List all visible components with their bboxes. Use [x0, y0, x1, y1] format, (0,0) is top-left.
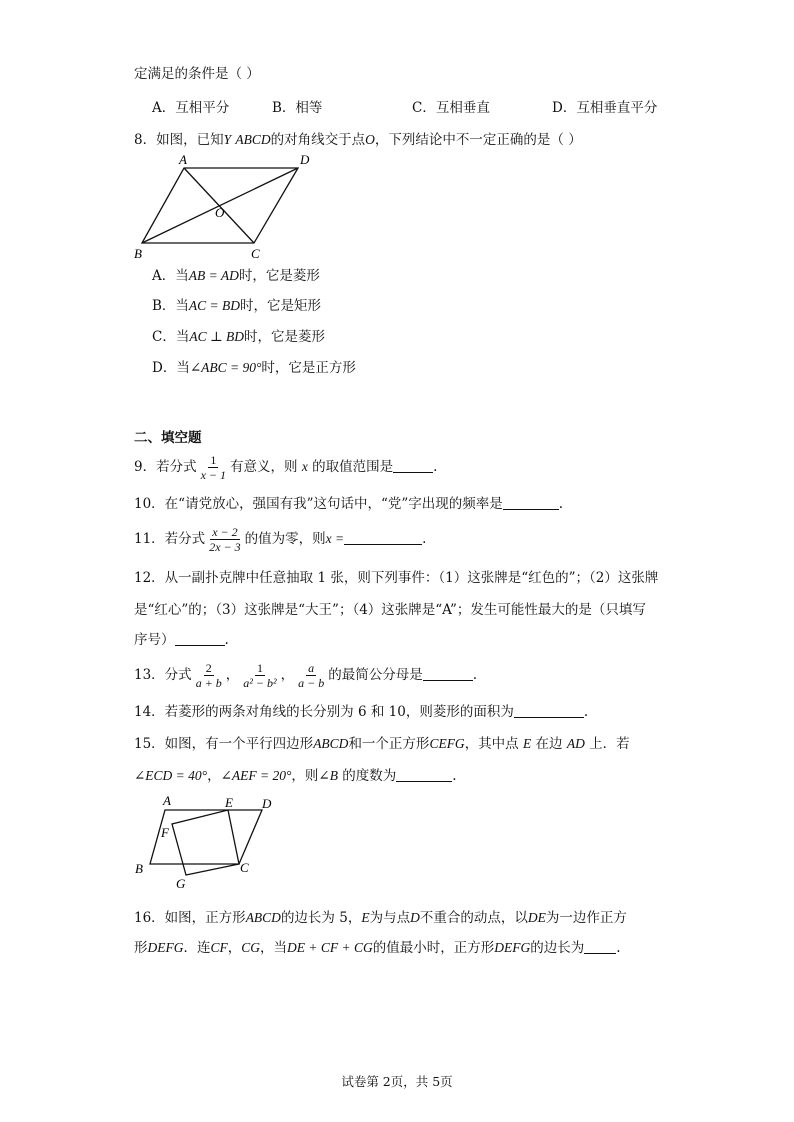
q13-fraction-2 — [241, 661, 278, 690]
q16-line1 — [134, 908, 627, 928]
q15-l1g: 在边 — [535, 736, 563, 752]
q8-option-a-post: 时，它是菱形 — [238, 268, 320, 284]
q8-option-c-pre: C．当 — [152, 329, 190, 345]
q15-l1a: 15．如图，有一个平行四边形 — [134, 736, 314, 752]
q16-l2i: 的值最小时，正方形 — [372, 940, 495, 956]
q16-l2a: 形 — [134, 940, 148, 956]
q15-l2e: ∠B — [318, 768, 338, 783]
q9-numerator: 1 — [210, 453, 217, 467]
q15-label-g: G — [176, 876, 186, 891]
section-title-fill-in: 二、填空题 — [134, 430, 202, 446]
q15-label-e: E — [225, 795, 233, 810]
q8-label-o: O — [215, 205, 225, 220]
q16-l1h: DE — [527, 910, 546, 925]
q11-answer-blank[interactable] — [344, 530, 422, 545]
q13-f3-den: a − b — [298, 676, 325, 690]
q9-var: x — [301, 459, 308, 474]
q11-fraction — [207, 525, 242, 554]
q15-figure — [128, 790, 278, 896]
q15-l2f: 的度数为 — [342, 768, 397, 784]
q8-parallelogram-figure — [130, 150, 320, 262]
q15-l2b: ， — [207, 768, 221, 784]
q9-answer-blank[interactable] — [393, 458, 433, 473]
q9-mid: 有意义，则 — [230, 459, 298, 475]
q15-answer-blank[interactable] — [396, 767, 452, 782]
q15-l1c: 和一个正方形 — [348, 736, 430, 752]
q12-line2: 是“红心”的；（3）这张牌是“大王”；（4）这张牌是“A”；发生可能性最大的是（只填写 — [134, 602, 646, 618]
q15-line1 — [134, 734, 630, 754]
q8-option-d — [152, 358, 356, 378]
q16-l2k: 的边长为 — [530, 940, 585, 956]
q15-line2 — [134, 766, 457, 786]
q16-l2g: ，当 — [260, 940, 288, 956]
q12-line1: 12．从一副扑克牌中任意抽取 1 张，则下列事件：（1）这张牌是“红色的”；（2）这张牌 — [134, 570, 659, 586]
q12-end: . — [224, 632, 229, 648]
q13-f1-den: a + b — [195, 676, 222, 690]
q15-label-a: A — [163, 793, 171, 808]
q8-option-d-post: 时，它是正方形 — [261, 360, 356, 376]
q13-sep-1: ， — [225, 667, 240, 683]
q13-f2-den: a² − b² — [243, 676, 277, 690]
q8-label-d: D — [300, 152, 310, 167]
q11-end: . — [422, 531, 427, 547]
q15-l2d: ，则 — [291, 768, 319, 784]
q16-l1e: 为与点 — [369, 910, 411, 926]
q11-denominator: 2x − 3 — [209, 540, 241, 554]
q15-label-c: C — [240, 860, 249, 875]
q8-option-c-post: 时，它是菱形 — [244, 329, 326, 345]
q8-label-c: C — [251, 246, 260, 261]
q15-l1f: E — [522, 736, 532, 751]
q11 — [134, 524, 426, 554]
q8-option-a-pre: A．当 — [152, 268, 189, 284]
q15-label-d: D — [262, 796, 272, 811]
q13-end: . — [472, 667, 477, 683]
q12-line3 — [134, 630, 229, 650]
q7-tail: 定满足的条件是（ ） — [134, 66, 260, 82]
q8-stem-b: ABCD — [235, 132, 271, 147]
q11-pre: 11．若分式 — [134, 531, 206, 547]
q8-stem-a: 8．如图，已知 — [134, 132, 224, 148]
q11-numerator: x − 2 — [212, 525, 238, 539]
q8-stem-c: 的对角线交于点 — [270, 132, 366, 148]
q13-fraction-3 — [296, 661, 326, 690]
q12-answer-blank[interactable] — [175, 631, 225, 646]
q7-option-b: B．相等 — [272, 100, 323, 116]
q16-l1b: ABCD — [245, 910, 281, 925]
q8-stem-d: O — [365, 132, 375, 147]
q9-fraction — [199, 453, 228, 482]
q15-l2a: ∠ECD = 40° — [134, 768, 208, 783]
q13-sep-2: ， — [280, 667, 295, 683]
q9 — [134, 452, 437, 482]
q15-l1d: CEFG — [429, 736, 465, 751]
q8-option-d-pre: D．当 — [152, 360, 190, 376]
q14-end: . — [583, 704, 589, 720]
q16-l2f: CG — [241, 940, 261, 955]
q16-line2 — [134, 938, 621, 958]
q16-l1f: D — [410, 910, 420, 925]
q9-post: 的取值范围是 — [312, 459, 394, 475]
q14-text: 14．若菱形的两条对角线的长分别为 6 和 10，则菱形的面积为 — [134, 704, 514, 720]
q16-l1g: 不重合的动点，以 — [419, 910, 528, 926]
q8-option-a-math: AB = AD — [188, 268, 239, 283]
q16-l2j: DEFG — [494, 940, 531, 955]
q16-l1d: E — [361, 910, 370, 925]
q12-line3-text: 序号） — [134, 632, 175, 648]
q16-l2b: DEFG — [147, 940, 184, 955]
q13-fraction-1 — [194, 661, 224, 690]
q16-l2h: DE + CF + CG — [287, 940, 373, 955]
q8-option-b-math: AC = BD — [188, 298, 241, 313]
q8-option-a — [152, 266, 320, 286]
q15-end: . — [452, 768, 457, 784]
q13-answer-blank[interactable] — [423, 666, 473, 681]
q15-l1i: 上．若 — [589, 736, 630, 752]
q8-label-a: A — [179, 152, 187, 167]
q16-l1i: 为一边作正方 — [545, 910, 627, 926]
q16-l1c: 的边长为 5， — [280, 910, 362, 926]
q15-label-f: F — [161, 825, 169, 840]
q8-option-b-pre: B．当 — [152, 298, 189, 314]
q15-l2c: ∠AEF = 20° — [220, 768, 292, 783]
q13 — [134, 658, 477, 692]
q13-f2-num: 1 — [256, 661, 263, 675]
q13-post: 的最简公分母是 — [328, 667, 423, 683]
q8-stem-e: ，下列结论中不一定正确的是（ ） — [374, 132, 582, 148]
q10-text: 10．在“请党放心，强国有我”这句话中，“党”字出现的频率是 — [134, 496, 503, 512]
q16-l1a: 16．如图，正方形 — [134, 910, 246, 926]
q16-l2d: CF — [210, 940, 228, 955]
q14-answer-blank[interactable] — [514, 703, 584, 718]
q8-option-c — [152, 327, 325, 347]
q15-l1b: ABCD — [313, 736, 349, 751]
q7-option-a: A．互相平分 — [152, 100, 230, 116]
q10-end: . — [558, 496, 564, 512]
q8-label-b: B — [134, 246, 142, 261]
q8-stem — [134, 130, 582, 150]
q8-option-d-math: ∠ABC = 90° — [189, 360, 262, 375]
q15-label-b: B — [135, 861, 143, 876]
q10 — [134, 494, 563, 514]
q16-answer-blank[interactable] — [584, 939, 616, 954]
q16-l2c: ．连 — [183, 940, 211, 956]
q13-f3-num: a — [308, 661, 315, 675]
q8-option-b-post: 时，它是矩形 — [240, 298, 322, 314]
q16-end: . — [616, 940, 621, 956]
q10-answer-blank[interactable] — [503, 495, 559, 510]
q15-l1h: AD — [566, 736, 585, 751]
q11-var: x = — [325, 531, 345, 546]
q14 — [134, 702, 588, 722]
parallelogram-symbol: Y — [223, 132, 232, 147]
page-footer: 试卷第 2页，共 5页 — [341, 1074, 453, 1089]
q9-pre: 9．若分式 — [134, 459, 197, 475]
q8-option-c-math: AC ⊥ BD — [189, 329, 245, 344]
q7-option-d: D．互相垂直平分 — [552, 100, 658, 116]
q8-option-b — [152, 296, 321, 316]
q9-end: . — [433, 459, 438, 475]
q9-denominator: x − 1 — [200, 468, 227, 482]
q11-mid: 的值为零，则 — [244, 531, 326, 547]
q15-square — [172, 810, 239, 875]
q13-f1-num: 2 — [205, 661, 212, 675]
q15-l1e: ，其中点 — [464, 736, 519, 752]
q16-l2e: ， — [227, 940, 242, 956]
q13-pre: 13．分式 — [134, 667, 192, 683]
q7-option-c: C．互相垂直 — [412, 100, 490, 116]
